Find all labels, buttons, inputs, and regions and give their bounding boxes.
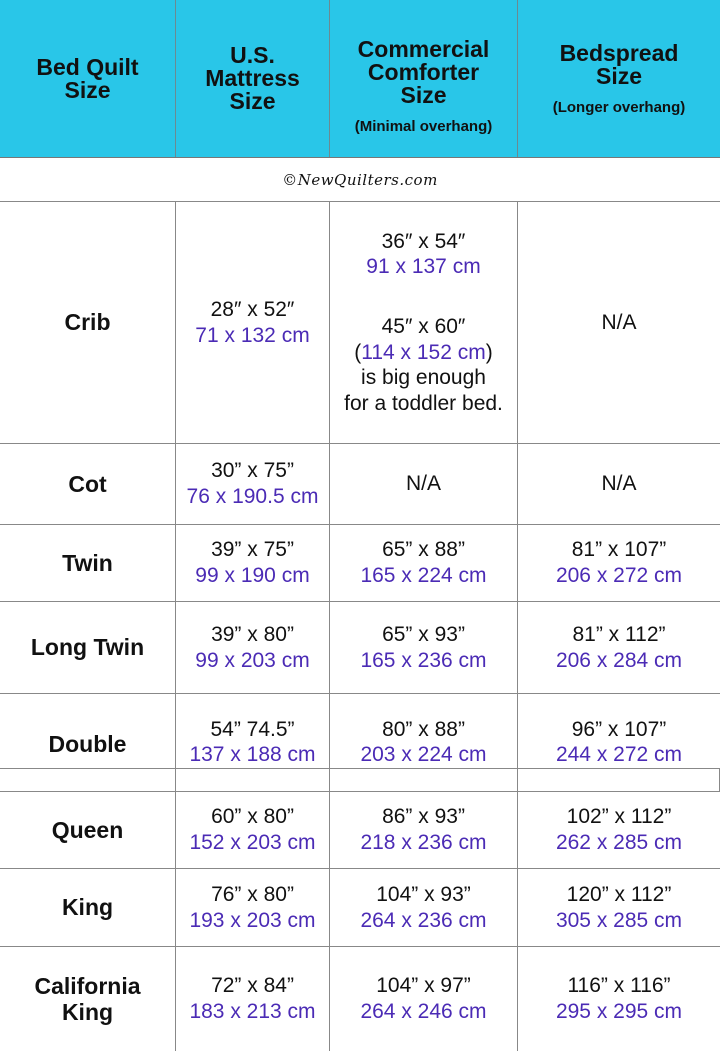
- mattress-metric: 137 x 188 cm: [189, 743, 316, 767]
- quilt-size-cell: [0, 602, 176, 693]
- credit-row: [0, 158, 720, 202]
- quilt-size-name: Cot: [68, 470, 107, 497]
- comforter-metric-alt-line: [354, 340, 493, 366]
- comforter-cell: [330, 525, 518, 601]
- header-mattress-size: [176, 0, 330, 157]
- mattress-cell: [176, 947, 330, 1051]
- comforter-cell: [330, 202, 518, 443]
- header-comforter-note: (Minimal overhang): [354, 117, 493, 135]
- header-bedspread-size: [518, 0, 720, 157]
- mattress-us: 54” 74.5”: [210, 717, 295, 741]
- table-row: [0, 792, 720, 869]
- comforter-us: 65” x 93”: [382, 622, 465, 646]
- header-comforter-size-label: Commercial Comforter Size: [357, 35, 490, 108]
- mattress-us: 39” x 75”: [211, 538, 294, 562]
- bedspread-us: 81” x 112”: [572, 622, 666, 646]
- header-comforter-size: [330, 0, 518, 157]
- quilt-size-name: Crib: [64, 309, 111, 336]
- mattress-cell: [176, 444, 330, 524]
- bedspread-na: N/A: [601, 472, 637, 496]
- quilt-size-name-line1: California: [34, 972, 141, 999]
- separator-cell: [0, 769, 176, 791]
- quilt-size-cell: [0, 444, 176, 524]
- bedspread-metric: 295 x 295 cm: [555, 1000, 683, 1023]
- paren-close: ): [485, 340, 493, 364]
- table-row: [0, 869, 720, 947]
- mattress-metric: 99 x 190 cm: [195, 564, 310, 587]
- bedspread-us: 102” x 112”: [566, 805, 672, 829]
- bedspread-cell: [518, 602, 720, 693]
- row-separator: [0, 769, 720, 792]
- comforter-metric: 218 x 236 cm: [360, 831, 487, 854]
- separator-cell: [518, 769, 720, 791]
- comforter-metric: 165 x 224 cm: [360, 564, 487, 587]
- comforter-metric: 91 x 137 cm: [366, 255, 481, 279]
- quilt-size-name: Twin: [62, 549, 113, 576]
- comforter-cell: [330, 792, 518, 868]
- mattress-metric: 71 x 132 cm: [195, 323, 310, 347]
- bedspread-us: 120” x 112”: [566, 882, 672, 906]
- comforter-cell: [330, 869, 518, 946]
- bedspread-metric: 305 x 285 cm: [555, 908, 683, 932]
- table-row: [0, 947, 720, 1051]
- comforter-note-line2: for a toddler bed.: [344, 391, 503, 415]
- comforter-metric-alt: 114 x 152 cm: [361, 340, 486, 364]
- quilt-size-cell: [0, 869, 176, 946]
- quilt-size-cell: [0, 202, 176, 443]
- mattress-cell: [176, 602, 330, 693]
- comforter-us: 104” x 93”: [376, 882, 471, 906]
- bedspread-metric: 206 x 272 cm: [555, 564, 683, 587]
- comforter-us-alt: 45″ x 60″: [381, 314, 466, 338]
- comforter-metric: 264 x 236 cm: [360, 908, 487, 932]
- quilt-size-cell: [0, 525, 176, 601]
- header-bed-quilt-size: [0, 0, 176, 157]
- quilt-size-name: King: [61, 894, 114, 921]
- bedspread-cell: [518, 694, 720, 768]
- quilt-size-cell: [0, 947, 176, 1051]
- paren-open: (: [354, 340, 362, 364]
- comforter-metric: 203 x 224 cm: [360, 743, 487, 767]
- header-bedspread-note: (Longer overhang): [552, 99, 686, 116]
- bedspread-na: N/A: [601, 310, 637, 334]
- bedspread-cell: [518, 444, 720, 524]
- mattress-cell: [176, 525, 330, 601]
- table-row: [0, 525, 720, 602]
- comforter-cell: [330, 444, 518, 524]
- comforter-us: 36″ x 54″: [381, 229, 466, 253]
- comforter-cell: [330, 947, 518, 1051]
- comforter-us: 65” x 88”: [382, 538, 465, 562]
- mattress-us: 76” x 80”: [211, 882, 294, 906]
- bedspread-us: 96” x 107”: [571, 717, 667, 741]
- mattress-cell: [176, 792, 330, 868]
- quilt-size-name: Long Twin: [30, 634, 145, 661]
- comforter-us: 86” x 93”: [382, 805, 465, 829]
- quilt-size-name: Queen: [51, 816, 124, 843]
- header-bed-quilt-size-label: Bed Quilt Size: [36, 53, 139, 103]
- bedspread-cell: [518, 525, 720, 601]
- comforter-note-line1: is big enough: [361, 366, 486, 390]
- bedspread-cell: [518, 792, 720, 868]
- mattress-metric: 193 x 203 cm: [189, 908, 316, 932]
- table-row: [0, 202, 720, 444]
- quilt-size-cell: [0, 792, 176, 868]
- bedspread-metric: 206 x 284 cm: [555, 648, 683, 672]
- mattress-us: 28″ x 52″: [210, 297, 295, 321]
- comforter-us: 80” x 88”: [382, 717, 465, 741]
- quilt-size-name: Double: [48, 730, 127, 757]
- mattress-us: 72” x 84”: [211, 974, 294, 998]
- mattress-us: 30” x 75”: [211, 459, 294, 483]
- mattress-us: 39” x 80”: [211, 622, 294, 646]
- credit-text: ©NewQuilters.com: [282, 170, 438, 189]
- separator-cell: [176, 769, 330, 791]
- bedspread-us: 116” x 116”: [567, 974, 671, 998]
- comforter-us: 104” x 97”: [376, 974, 471, 998]
- table-row: [0, 602, 720, 694]
- comforter-metric: 165 x 236 cm: [360, 648, 487, 672]
- mattress-us: 60” x 80”: [211, 805, 294, 829]
- comforter-metric: 264 x 246 cm: [360, 1000, 487, 1023]
- bedspread-metric: 244 x 272 cm: [555, 743, 683, 767]
- mattress-metric: 183 x 213 cm: [189, 1000, 316, 1023]
- quilt-size-cell: [0, 694, 176, 768]
- header-mattress-size-label: U.S. Mattress Size: [205, 42, 300, 114]
- comforter-na: N/A: [405, 472, 441, 496]
- bedspread-metric: 262 x 285 cm: [555, 831, 683, 854]
- bedspread-cell: [518, 202, 720, 443]
- comforter-cell: [330, 602, 518, 693]
- header-bedspread-size-label: Bedspread Size: [559, 40, 679, 89]
- separator-cell: [330, 769, 518, 791]
- mattress-metric: 99 x 203 cm: [195, 648, 310, 672]
- quilt-size-name-line2: King: [61, 999, 114, 1025]
- table-row: [0, 444, 720, 525]
- mattress-cell: [176, 694, 330, 768]
- mattress-metric: 76 x 190.5 cm: [186, 485, 319, 508]
- bedspread-cell: [518, 869, 720, 946]
- mattress-metric: 152 x 203 cm: [189, 831, 316, 854]
- bedspread-cell: [518, 947, 720, 1051]
- table-row: [0, 694, 720, 769]
- comforter-cell: [330, 694, 518, 768]
- bedspread-us: 81” x 107”: [571, 538, 667, 562]
- mattress-cell: [176, 202, 330, 443]
- table-header: [0, 0, 720, 158]
- mattress-cell: [176, 869, 330, 946]
